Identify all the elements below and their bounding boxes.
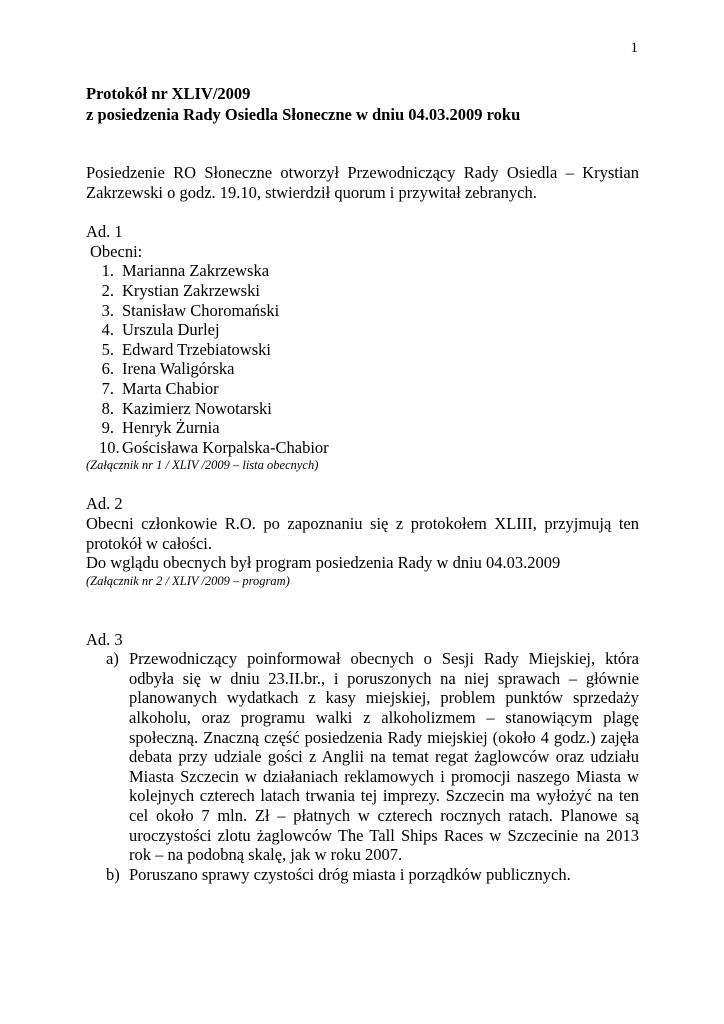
section-ad1 [86, 222, 639, 474]
list-item: b) Poruszano sprawy czystości dróg miasta i porządków publicznych. [106, 864, 571, 884]
page-number: 1 [630, 40, 638, 56]
ad1-heading: Ad. 1 [86, 222, 123, 242]
section-ad2 [86, 494, 639, 589]
ad3-item-list [86, 649, 639, 884]
list-item: 2. Krystian Zakrzewski [101, 280, 260, 300]
list-item: 8. Kazimierz Nowotarski [101, 398, 272, 418]
section-ad3 [86, 630, 639, 885]
list-item: 10. Gościsława Korpalska-Chabior [99, 437, 329, 457]
list-item: 9. Henryk Żurnia [101, 418, 220, 438]
document-body [86, 83, 639, 884]
list-item: 6. Irena Waligórska [101, 359, 235, 379]
ad3-heading: Ad. 3 [86, 629, 123, 649]
present-label: Obecni: [90, 241, 143, 261]
list-item: 7. Marta Chabior [101, 378, 219, 398]
list-item: 4. Urszula Durlej [101, 320, 220, 340]
list-item: a) Przewodniczący poinformował obecnych o Sesji Rady Miejskiej, która odbyła się w dniu 23.II.br., i poruszonych na niej sprawach – głównie planowanych wydatkach z kasy miejskiej, problem punktów sprzedaży alkoholu, oraz programu walki z alkoholizmem – stanowiącym plagę społeczną. Znaczną część posiedzenia Rady miejskiej (około 4 godz.) zajęła debata przy udziale gości z Anglii na temat regat żaglowców oraz udziału Miasta Szczecin w działaniach reklamowych i promocji naszego Miasta w kolejnych czterech latach trwania tej imprezy. Szczecin ma wyłożyć na ten cel około 7 mln. Zł – płatnych w czterech rocznych ratach. Planowe są uroczystości zlotu żaglowców The Tall Ships Races w Szczecinie na 2013 rok – na podobną skalę, jak w roku 2007. [106, 649, 639, 865]
list-item: 1. Marianna Zakrzewska [101, 261, 270, 281]
document-title [86, 83, 639, 125]
ad2-text-2: Do wglądu obecnych był program posiedzenia Rady w dniu 04.03.2009 [86, 553, 561, 573]
title-line-2: z posiedzenia Rady Osiedla Słoneczne w dniu 04.03.2009 roku [86, 105, 521, 124]
list-item: 3. Stanisław Choromański [101, 300, 280, 320]
attachment-note-2: (Załącznik nr 2 / XLIV /2009 – program) [86, 573, 290, 588]
intro-paragraph: Posiedzenie RO Słoneczne otworzył Przewodniczący Rady Osiedla – Krystian Zakrzewski o godz. 19.10, stwierdził quorum i przywitał zebranych. [86, 163, 639, 202]
ad2-heading: Ad. 2 [86, 494, 123, 514]
ad2-text-1: Obecni członkowie R.O. po zapoznaniu się z protokołem XLIII, przyjmują ten protokół w całości. [86, 513, 639, 553]
title-line-1: Protokół nr XLIV/2009 [86, 84, 251, 103]
attachment-note-1: (Załącznik nr 1 / XLIV /2009 – lista obecnych) [86, 458, 319, 473]
list-item: 5. Edward Trzebiatowski [101, 339, 271, 359]
attendee-list [86, 261, 639, 457]
